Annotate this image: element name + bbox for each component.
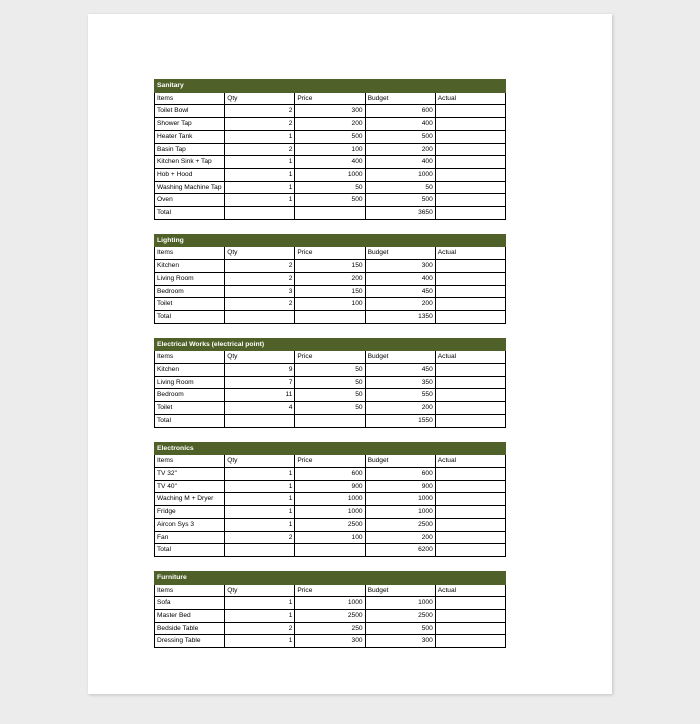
cell-item: Kitchen Sink + Tap: [155, 156, 225, 169]
column-header-items: Items: [155, 92, 225, 105]
cell-item: Toilet: [155, 298, 225, 311]
cell-item: Toilet Bowl: [155, 105, 225, 118]
cell-item: Shower Tap: [155, 118, 225, 131]
cell-budget: 1350: [365, 310, 435, 323]
cell-actual: [435, 544, 505, 557]
cell-qty: 1: [225, 194, 295, 207]
cell-actual: [435, 402, 505, 415]
cell-actual: [435, 298, 505, 311]
cell-qty: 1: [225, 480, 295, 493]
cell-price: 50: [295, 376, 365, 389]
cell-price: 1000: [295, 506, 365, 519]
section-title-row: [155, 234, 506, 247]
cell-actual: [435, 518, 505, 531]
cell-price: 600: [295, 467, 365, 480]
cell-qty: 1: [225, 467, 295, 480]
cell-actual: [435, 310, 505, 323]
cell-price: 50: [295, 389, 365, 402]
cell-qty: 1: [225, 518, 295, 531]
cell-actual: [435, 194, 505, 207]
cell-qty: 1: [225, 130, 295, 143]
cell-qty: [225, 207, 295, 220]
cell-budget: 1000: [365, 506, 435, 519]
cell-qty: 1: [225, 597, 295, 610]
cell-budget: 450: [365, 364, 435, 377]
table-row: [155, 622, 506, 635]
cell-budget: 500: [365, 130, 435, 143]
column-header-qty: Qty: [225, 455, 295, 468]
table-row: [155, 493, 506, 506]
cell-price: 50: [295, 181, 365, 194]
cell-budget: 450: [365, 285, 435, 298]
column-header-budget: Budget: [365, 584, 435, 597]
cell-price: 100: [295, 531, 365, 544]
cell-budget: 6200: [365, 544, 435, 557]
cell-qty: 9: [225, 364, 295, 377]
cell-budget: 1000: [365, 168, 435, 181]
cell-actual: [435, 597, 505, 610]
column-header-items: Items: [155, 455, 225, 468]
budget-section: [154, 338, 506, 428]
column-header-price: Price: [295, 247, 365, 260]
section-title-row: [155, 338, 506, 351]
cell-actual: [435, 493, 505, 506]
column-header-actual: Actual: [435, 351, 505, 364]
cell-price: 200: [295, 118, 365, 131]
table-row: [155, 402, 506, 415]
table-row: [155, 544, 506, 557]
table-row: [155, 635, 506, 648]
cell-actual: [435, 610, 505, 623]
cell-qty: 2: [225, 118, 295, 131]
budget-section: [154, 571, 506, 648]
cell-qty: 2: [225, 298, 295, 311]
cell-budget: 300: [365, 260, 435, 273]
cell-qty: 1: [225, 635, 295, 648]
budget-table: [154, 338, 506, 428]
cell-price: [295, 310, 365, 323]
cell-qty: [225, 414, 295, 427]
column-header-qty: Qty: [225, 584, 295, 597]
cell-budget: 1000: [365, 493, 435, 506]
cell-price: 250: [295, 622, 365, 635]
cell-price: 50: [295, 402, 365, 415]
cell-budget: 2500: [365, 518, 435, 531]
cell-actual: [435, 467, 505, 480]
cell-budget: 600: [365, 105, 435, 118]
column-header-actual: Actual: [435, 455, 505, 468]
table-row: [155, 480, 506, 493]
cell-actual: [435, 181, 505, 194]
cell-item: Bedside Table: [155, 622, 225, 635]
cell-item: Total: [155, 310, 225, 323]
column-header-budget: Budget: [365, 351, 435, 364]
section-title: Furniture: [155, 571, 506, 584]
cell-actual: [435, 364, 505, 377]
cell-price: 300: [295, 105, 365, 118]
cell-budget: 350: [365, 376, 435, 389]
cell-item: Total: [155, 544, 225, 557]
cell-qty: 1: [225, 506, 295, 519]
table-row: [155, 597, 506, 610]
column-header-price: Price: [295, 92, 365, 105]
cell-budget: 200: [365, 298, 435, 311]
cell-item: Washing Machine Tap: [155, 181, 225, 194]
table-row: [155, 414, 506, 427]
budget-table: [154, 571, 506, 648]
cell-item: Kitchen: [155, 260, 225, 273]
table-row: [155, 105, 506, 118]
table-row: [155, 376, 506, 389]
column-header-qty: Qty: [225, 351, 295, 364]
column-header-budget: Budget: [365, 92, 435, 105]
cell-item: Toilet: [155, 402, 225, 415]
cell-item: Heater Tank: [155, 130, 225, 143]
cell-qty: 3: [225, 285, 295, 298]
table-row: [155, 506, 506, 519]
cell-item: Oven: [155, 194, 225, 207]
cell-price: 200: [295, 272, 365, 285]
cell-price: 300: [295, 635, 365, 648]
cell-budget: 1550: [365, 414, 435, 427]
column-header-row: [155, 455, 506, 468]
cell-item: Dressing Table: [155, 635, 225, 648]
section-title-row: [155, 80, 506, 93]
cell-qty: 2: [225, 260, 295, 273]
table-row: [155, 181, 506, 194]
table-row: [155, 207, 506, 220]
cell-price: 100: [295, 298, 365, 311]
cell-actual: [435, 480, 505, 493]
table-row: [155, 260, 506, 273]
cell-actual: [435, 143, 505, 156]
cell-item: Sofa: [155, 597, 225, 610]
budget-section: [154, 79, 506, 220]
table-row: [155, 143, 506, 156]
section-title-row: [155, 442, 506, 455]
cell-qty: 2: [225, 143, 295, 156]
column-header-actual: Actual: [435, 247, 505, 260]
cell-price: 500: [295, 130, 365, 143]
cell-qty: 2: [225, 622, 295, 635]
table-row: [155, 130, 506, 143]
cell-item: Total: [155, 207, 225, 220]
cell-budget: 400: [365, 156, 435, 169]
cell-actual: [435, 389, 505, 402]
table-row: [155, 467, 506, 480]
cell-price: 150: [295, 260, 365, 273]
cell-actual: [435, 376, 505, 389]
cell-actual: [435, 207, 505, 220]
cell-actual: [435, 285, 505, 298]
cell-budget: 500: [365, 194, 435, 207]
section-title-row: [155, 571, 506, 584]
section-title: Electronics: [155, 442, 506, 455]
cell-item: Master Bed: [155, 610, 225, 623]
cell-budget: 200: [365, 143, 435, 156]
cell-actual: [435, 635, 505, 648]
column-header-price: Price: [295, 351, 365, 364]
section-title: Lighting: [155, 234, 506, 247]
column-header-price: Price: [295, 584, 365, 597]
cell-qty: 1: [225, 493, 295, 506]
cell-qty: [225, 544, 295, 557]
column-header-actual: Actual: [435, 584, 505, 597]
cell-price: [295, 207, 365, 220]
table-row: [155, 118, 506, 131]
cell-price: [295, 414, 365, 427]
cell-price: 1000: [295, 493, 365, 506]
cell-qty: 2: [225, 531, 295, 544]
cell-item: Bedroom: [155, 285, 225, 298]
cell-item: Aircon Sys 3: [155, 518, 225, 531]
cell-budget: 900: [365, 480, 435, 493]
cell-budget: 400: [365, 272, 435, 285]
cell-item: TV 32": [155, 467, 225, 480]
cell-qty: 1: [225, 610, 295, 623]
cell-item: Hob + Hood: [155, 168, 225, 181]
cell-qty: 1: [225, 168, 295, 181]
cell-price: [295, 544, 365, 557]
section-title: Sanitary: [155, 80, 506, 93]
cell-budget: 3650: [365, 207, 435, 220]
column-header-items: Items: [155, 584, 225, 597]
cell-actual: [435, 156, 505, 169]
table-row: [155, 531, 506, 544]
cell-actual: [435, 506, 505, 519]
column-header-row: [155, 351, 506, 364]
cell-actual: [435, 260, 505, 273]
cell-actual: [435, 118, 505, 131]
budget-section: [154, 442, 506, 557]
cell-budget: 200: [365, 531, 435, 544]
cell-budget: 2500: [365, 610, 435, 623]
cell-qty: 4: [225, 402, 295, 415]
budget-table: [154, 442, 506, 557]
cell-qty: [225, 310, 295, 323]
cell-item: Fan: [155, 531, 225, 544]
cell-budget: 200: [365, 402, 435, 415]
table-row: [155, 168, 506, 181]
column-header-price: Price: [295, 455, 365, 468]
table-row: [155, 272, 506, 285]
cell-price: 1000: [295, 597, 365, 610]
cell-qty: 2: [225, 105, 295, 118]
table-row: [155, 364, 506, 377]
column-header-budget: Budget: [365, 455, 435, 468]
cell-qty: 7: [225, 376, 295, 389]
cell-price: 900: [295, 480, 365, 493]
column-header-items: Items: [155, 247, 225, 260]
cell-price: 500: [295, 194, 365, 207]
budget-section: [154, 234, 506, 324]
cell-item: Total: [155, 414, 225, 427]
column-header-budget: Budget: [365, 247, 435, 260]
column-header-items: Items: [155, 351, 225, 364]
column-header-row: [155, 584, 506, 597]
cell-qty: 1: [225, 156, 295, 169]
column-header-qty: Qty: [225, 247, 295, 260]
cell-item: Basin Tap: [155, 143, 225, 156]
table-row: [155, 298, 506, 311]
table-row: [155, 156, 506, 169]
cell-price: 2500: [295, 610, 365, 623]
column-header-actual: Actual: [435, 92, 505, 105]
cell-actual: [435, 105, 505, 118]
cell-item: Living Room: [155, 376, 225, 389]
cell-price: 150: [295, 285, 365, 298]
cell-qty: 11: [225, 389, 295, 402]
cell-qty: 2: [225, 272, 295, 285]
cell-actual: [435, 168, 505, 181]
cell-item: Bedroom: [155, 389, 225, 402]
cell-budget: 300: [365, 635, 435, 648]
cell-item: Kitchen: [155, 364, 225, 377]
cell-budget: 500: [365, 622, 435, 635]
cell-item: Waching M + Dryer: [155, 493, 225, 506]
table-row: [155, 518, 506, 531]
cell-actual: [435, 622, 505, 635]
section-title: Electrical Works (electrical point): [155, 338, 506, 351]
column-header-row: [155, 92, 506, 105]
cell-qty: 1: [225, 181, 295, 194]
table-row: [155, 389, 506, 402]
table-row: [155, 194, 506, 207]
cell-budget: 1000: [365, 597, 435, 610]
cell-item: Living Room: [155, 272, 225, 285]
cell-price: 100: [295, 143, 365, 156]
cell-price: 1000: [295, 168, 365, 181]
cell-price: 400: [295, 156, 365, 169]
cell-actual: [435, 531, 505, 544]
document-page: [88, 14, 612, 694]
table-row: [155, 285, 506, 298]
column-header-row: [155, 247, 506, 260]
budget-table: [154, 79, 506, 220]
cell-price: 2500: [295, 518, 365, 531]
cell-actual: [435, 130, 505, 143]
table-row: [155, 610, 506, 623]
budget-sheet: [154, 79, 506, 662]
cell-price: 50: [295, 364, 365, 377]
cell-actual: [435, 414, 505, 427]
cell-item: TV 40": [155, 480, 225, 493]
cell-actual: [435, 272, 505, 285]
cell-budget: 600: [365, 467, 435, 480]
budget-table: [154, 234, 506, 324]
cell-item: Fridge: [155, 506, 225, 519]
cell-budget: 400: [365, 118, 435, 131]
cell-budget: 550: [365, 389, 435, 402]
cell-budget: 50: [365, 181, 435, 194]
table-row: [155, 310, 506, 323]
column-header-qty: Qty: [225, 92, 295, 105]
